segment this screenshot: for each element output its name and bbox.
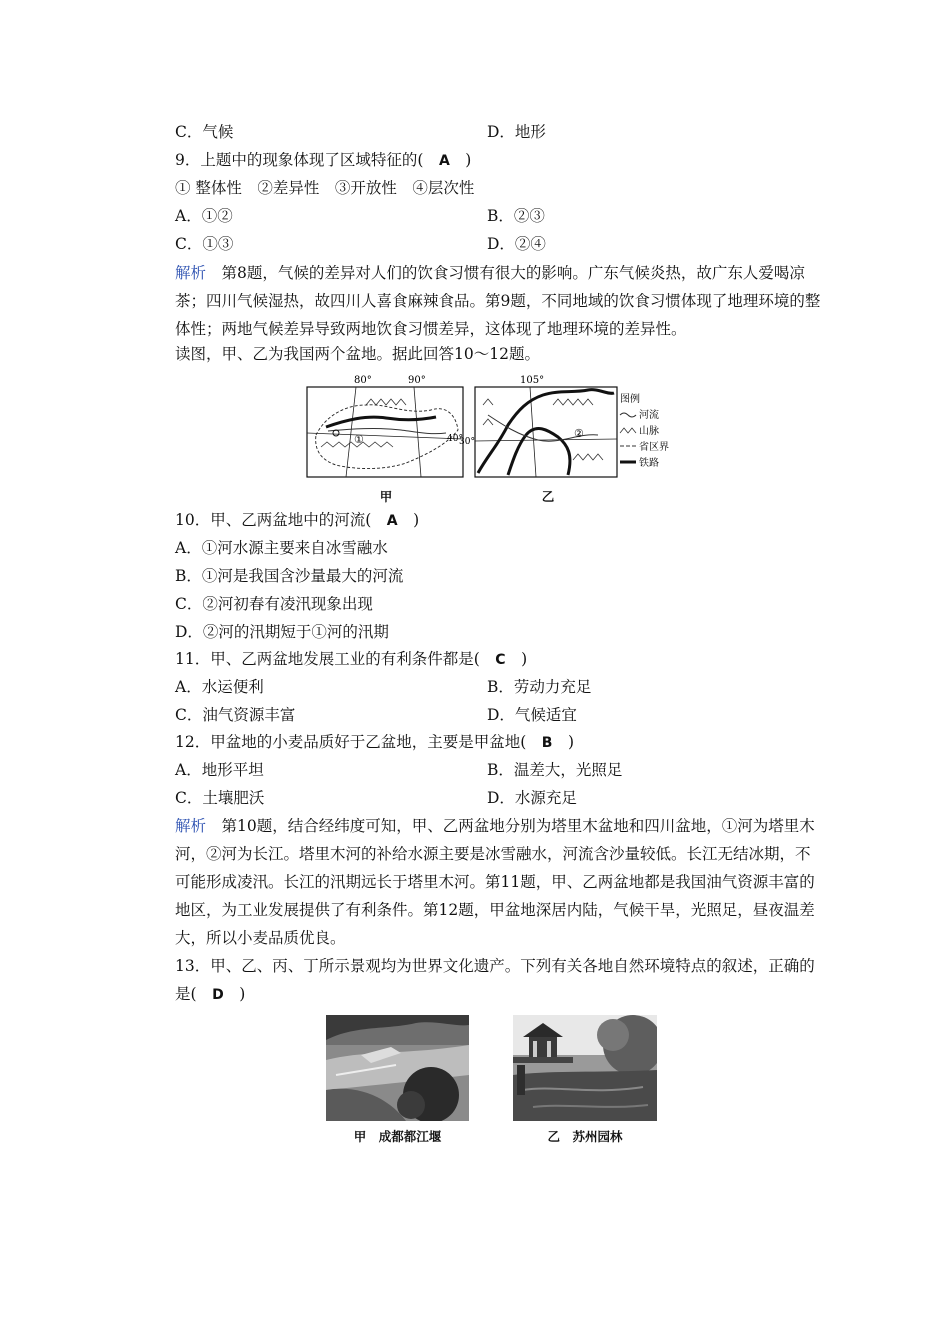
map-jia-svg: [306, 375, 466, 485]
q9-option-d: D．②④: [487, 235, 546, 253]
q11-option-d: D．气候适宜: [487, 706, 577, 724]
legend-mountain-icon: [620, 428, 636, 433]
analysis-8-9: [141, 259, 821, 343]
q8-option-d: D．地形: [487, 123, 546, 141]
q8-option-c: C．气候: [175, 123, 234, 141]
map-yi-svg: [458, 375, 688, 485]
photo-jia: [326, 1015, 469, 1144]
map-jia-lat1: 40°: [447, 434, 463, 444]
legend-river: 河流: [639, 410, 659, 421]
map-jia-frame: [307, 387, 463, 477]
q13-stem-text: 13．甲、乙、丙、丁所示景观均为世界文化遗产。下列有关各地自然环境特点的叙述，正确的是(: [175, 957, 815, 1003]
q10-answer: A: [386, 513, 398, 529]
q9-stem-close: ): [465, 151, 472, 169]
q10-stem-text: 10．甲、乙两盆地中的河流(: [175, 511, 372, 529]
map-yi-legend-title: 图例: [620, 394, 640, 405]
analysis-label: 解析: [175, 264, 207, 282]
q12-option-b: B．温差大，光照足: [487, 761, 623, 779]
q9-items: ① 整体性 ②差异性 ③开放性 ④层次性: [175, 179, 475, 197]
q11-option-b: B．劳动力充足: [487, 678, 592, 696]
photo-yi-caption: 乙 苏州园林: [547, 1129, 623, 1144]
map-yi-caption: 乙: [541, 489, 555, 504]
q12-answer: B: [541, 735, 553, 751]
q10-option-b: B．①河是我国含沙量最大的河流: [175, 567, 404, 585]
photo-jia-caption: 甲 成都都江堰: [353, 1129, 442, 1144]
q12-stem: [175, 732, 574, 753]
q11-stem-text: 11．甲、乙两盆地发展工业的有利条件都是(: [175, 650, 480, 668]
q13-answer: D: [212, 987, 224, 1003]
q12-option-c: C．土壤肥沃: [175, 789, 265, 807]
q12-option-a: A．地形平坦: [175, 761, 264, 779]
legend-railway: 铁路: [639, 458, 659, 469]
legend-river-icon: [620, 413, 636, 417]
q11-stem: [175, 649, 527, 670]
map-jia-marker: ①: [354, 433, 364, 446]
map-jia-lon1: 80°: [354, 375, 372, 386]
q12-option-d: D．水源充足: [487, 789, 577, 807]
analysis2-text: 第10题，结合经纬度可知，甲、乙两盆地分别为塔里木盆地和四川盆地，①河为塔里木河，②河为长江。塔里木河的补给水源主要是冰雪融水，河流含沙量较低。长江无结冰期，不可能形成凌汛。长江的汛期远长于塔里木河。第11题，甲、乙两盆地都是我国油气资源丰富的地区，为工业发展提供了有利条件。第12题，甲盆地深居内陆，气候干旱，光照足，昼夜温差大，所以小麦品质优良。: [175, 817, 815, 947]
legend-mountain: 山脉: [639, 426, 659, 437]
intro-10-12: 读图，甲、乙为我国两个盆地。据此回答10～12题。: [175, 345, 540, 363]
q9-option-b: B．②③: [487, 207, 545, 225]
q9-stem: [175, 150, 471, 171]
q10-stem: [175, 510, 419, 531]
q12-stem-text: 12．甲盆地的小麦品质好于乙盆地，主要是甲盆地(: [175, 733, 527, 751]
map-yi-lon1: 105°: [520, 375, 545, 386]
q12-stem-close: ): [567, 733, 575, 751]
map-jia: [306, 375, 466, 504]
q9-stem-text: 9．上题中的现象体现了区域特征的(: [175, 151, 424, 169]
q11-stem-close: ): [521, 650, 528, 668]
map-yi: [458, 375, 688, 504]
map-yi-frame: [475, 387, 617, 477]
q10-option-d: D．②河的汛期短于①河的汛期: [175, 623, 389, 641]
photo-jia-image: [326, 1015, 469, 1121]
q11-answer: C: [495, 652, 506, 668]
q9-answer: A: [438, 153, 450, 169]
q10-stem-close: ): [413, 511, 420, 529]
q9-option-a: A．①②: [175, 207, 233, 225]
photo-yi: [513, 1015, 657, 1144]
analysis-text: 第8题，气候的差异对人们的饮食习惯有很大的影响。广东气候炎热，故广东人爱喝凉茶；四川气候湿热，故四川人喜食麻辣食品。第9题，不同地域的饮食习惯体现了地理环境的整体性；两地气候差异导致两地饮食习惯差异，这体现了地理环境的差异性。: [175, 264, 821, 338]
q13-stem: [141, 952, 821, 1009]
q11-option-c: C．油气资源丰富: [175, 706, 296, 724]
legend-border: 省区界: [639, 442, 669, 453]
analysis-10-12: [141, 812, 821, 952]
map-jia-lon2: 90°: [408, 375, 426, 386]
q10-option-c: C．②河初春有凌汛现象出现: [175, 595, 373, 613]
map-jia-caption: 甲: [379, 489, 393, 504]
q11-option-a: A．水运便利: [175, 678, 264, 696]
q10-option-a: A．①河水源主要来自冰雪融水: [175, 539, 388, 557]
q9-option-c: C．①③: [175, 235, 234, 253]
q13-stem-close: ): [239, 985, 246, 1003]
map-yi-lat1: 30°: [459, 437, 475, 447]
map-yi-marker: ②: [574, 427, 584, 440]
analysis2-label: 解析: [175, 817, 207, 835]
photo-yi-image: [513, 1015, 657, 1121]
